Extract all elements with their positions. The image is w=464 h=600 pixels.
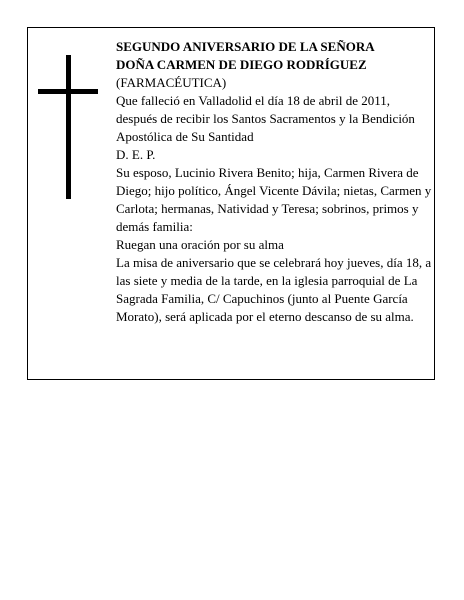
latin-cross-icon [38,55,98,199]
family-list: Su esposo, Lucinio Rivera Benito; hija, Carmen Rivera de Diego; hijo político, Ángel Vicente Dávila; nietas, Carmen y Carlota; hermanas, Natividad y Teresa; sobrinos, primos y demás familia: [116,165,432,234]
prayer-request: Ruegan una oración por su alma [116,237,284,252]
rip-text: D. E. P. [116,147,156,162]
profession: (FARMACÉUTICA) [116,75,227,90]
notice-heading-line-1: SEGUNDO ANIVERSARIO DE LA SEÑORA [116,39,375,54]
notice-text [116,38,432,326]
mass-info: La misa de aniversario que se celebrará hoy jueves, día 18, a las siete y media de la tarde, en la iglesia parroquial de La Sagrada Familia, C/ Capuchinos (junto al Puente García Morato), será aplicada por el eterno descanso de su alma. [116,255,432,324]
cross-horizontal-bar [38,89,98,94]
notice-heading-line-2: DOÑA CARMEN DE DIEGO RODRÍGUEZ [116,57,367,72]
cross-vertical-bar [66,55,71,199]
death-info: Que falleció en Valladolid el día 18 de abril de 2011, después de recibir los Santos Sacramentos y la Bendición Apostólica de Su Santidad [116,93,415,144]
obituary-notice [27,27,435,380]
